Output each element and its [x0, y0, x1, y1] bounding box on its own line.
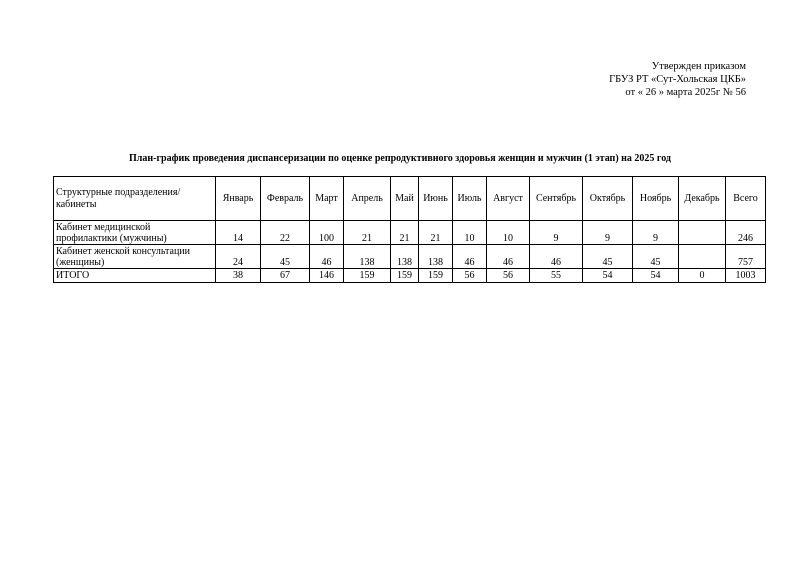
header-nov: Ноябрь: [633, 177, 679, 221]
table-cell: 159: [344, 269, 391, 283]
table-cell: 46: [530, 245, 583, 269]
header-apr: Апрель: [344, 177, 391, 221]
table-cell: 159: [391, 269, 419, 283]
table-cell: [679, 221, 726, 245]
approval-block: [609, 60, 746, 99]
table-cell: 21: [344, 221, 391, 245]
row-label: ИТОГО: [54, 269, 216, 283]
table-cell: 146: [310, 269, 344, 283]
table-cell: 10: [453, 221, 487, 245]
document-title: План-график проведения диспансеризации по оценке репродуктивного здоровья женщин и мужчин (1 этап) на 2025 год: [129, 153, 671, 164]
table-cell: 159: [419, 269, 453, 283]
header-jul: Июль: [453, 177, 487, 221]
header-oct: Октябрь: [583, 177, 633, 221]
header-jan: Январь: [216, 177, 261, 221]
table-cell: 54: [633, 269, 679, 283]
table-row: [54, 245, 766, 269]
table-cell: 9: [583, 221, 633, 245]
table-cell: 46: [453, 245, 487, 269]
table-cell: 14: [216, 221, 261, 245]
schedule-table: [53, 176, 766, 283]
table-cell: 55: [530, 269, 583, 283]
table-cell: 10: [487, 221, 530, 245]
approval-line-3: от « 26 » марта 2025г № 56: [625, 87, 746, 98]
header-mar: Март: [310, 177, 344, 221]
table-cell: 138: [419, 245, 453, 269]
table-cell-total: 757: [726, 245, 766, 269]
table-row-total: [54, 269, 766, 283]
table-cell: 0: [679, 269, 726, 283]
header-jun: Июнь: [419, 177, 453, 221]
table-row: [54, 221, 766, 245]
table-cell: 24: [216, 245, 261, 269]
header-aug: Август: [487, 177, 530, 221]
header-dept: Структурные подразделения/ кабинеты: [54, 177, 216, 221]
approval-line-1: Утвержден приказом: [651, 61, 746, 72]
header-may: Май: [391, 177, 419, 221]
table-cell: 45: [633, 245, 679, 269]
table-cell-total: 1003: [726, 269, 766, 283]
table-cell: 138: [344, 245, 391, 269]
table-cell: 56: [453, 269, 487, 283]
table-cell: 21: [391, 221, 419, 245]
table-cell: 45: [583, 245, 633, 269]
table-cell: 100: [310, 221, 344, 245]
table-cell: 38: [216, 269, 261, 283]
table-cell: 46: [487, 245, 530, 269]
table-cell: 54: [583, 269, 633, 283]
table-cell: 9: [530, 221, 583, 245]
header-feb: Февраль: [261, 177, 310, 221]
table-cell-total: 246: [726, 221, 766, 245]
header-dec: Декабрь: [679, 177, 726, 221]
table-cell: 46: [310, 245, 344, 269]
header-sep: Сентябрь: [530, 177, 583, 221]
table-cell: 56: [487, 269, 530, 283]
table-cell: 138: [391, 245, 419, 269]
table-cell: 67: [261, 269, 310, 283]
table-cell: 21: [419, 221, 453, 245]
row-label: Кабинет женской консультации (женщины): [54, 245, 216, 269]
table-cell: 9: [633, 221, 679, 245]
table-cell: 45: [261, 245, 310, 269]
table-cell: [679, 245, 726, 269]
table-cell: 22: [261, 221, 310, 245]
header-total: Всего: [726, 177, 766, 221]
row-label: Кабинет медицинской профилактики (мужчины): [54, 221, 216, 245]
approval-line-2: ГБУЗ РТ «Сут-Хольская ЦКБ»: [609, 74, 746, 85]
header-row: [54, 177, 766, 221]
